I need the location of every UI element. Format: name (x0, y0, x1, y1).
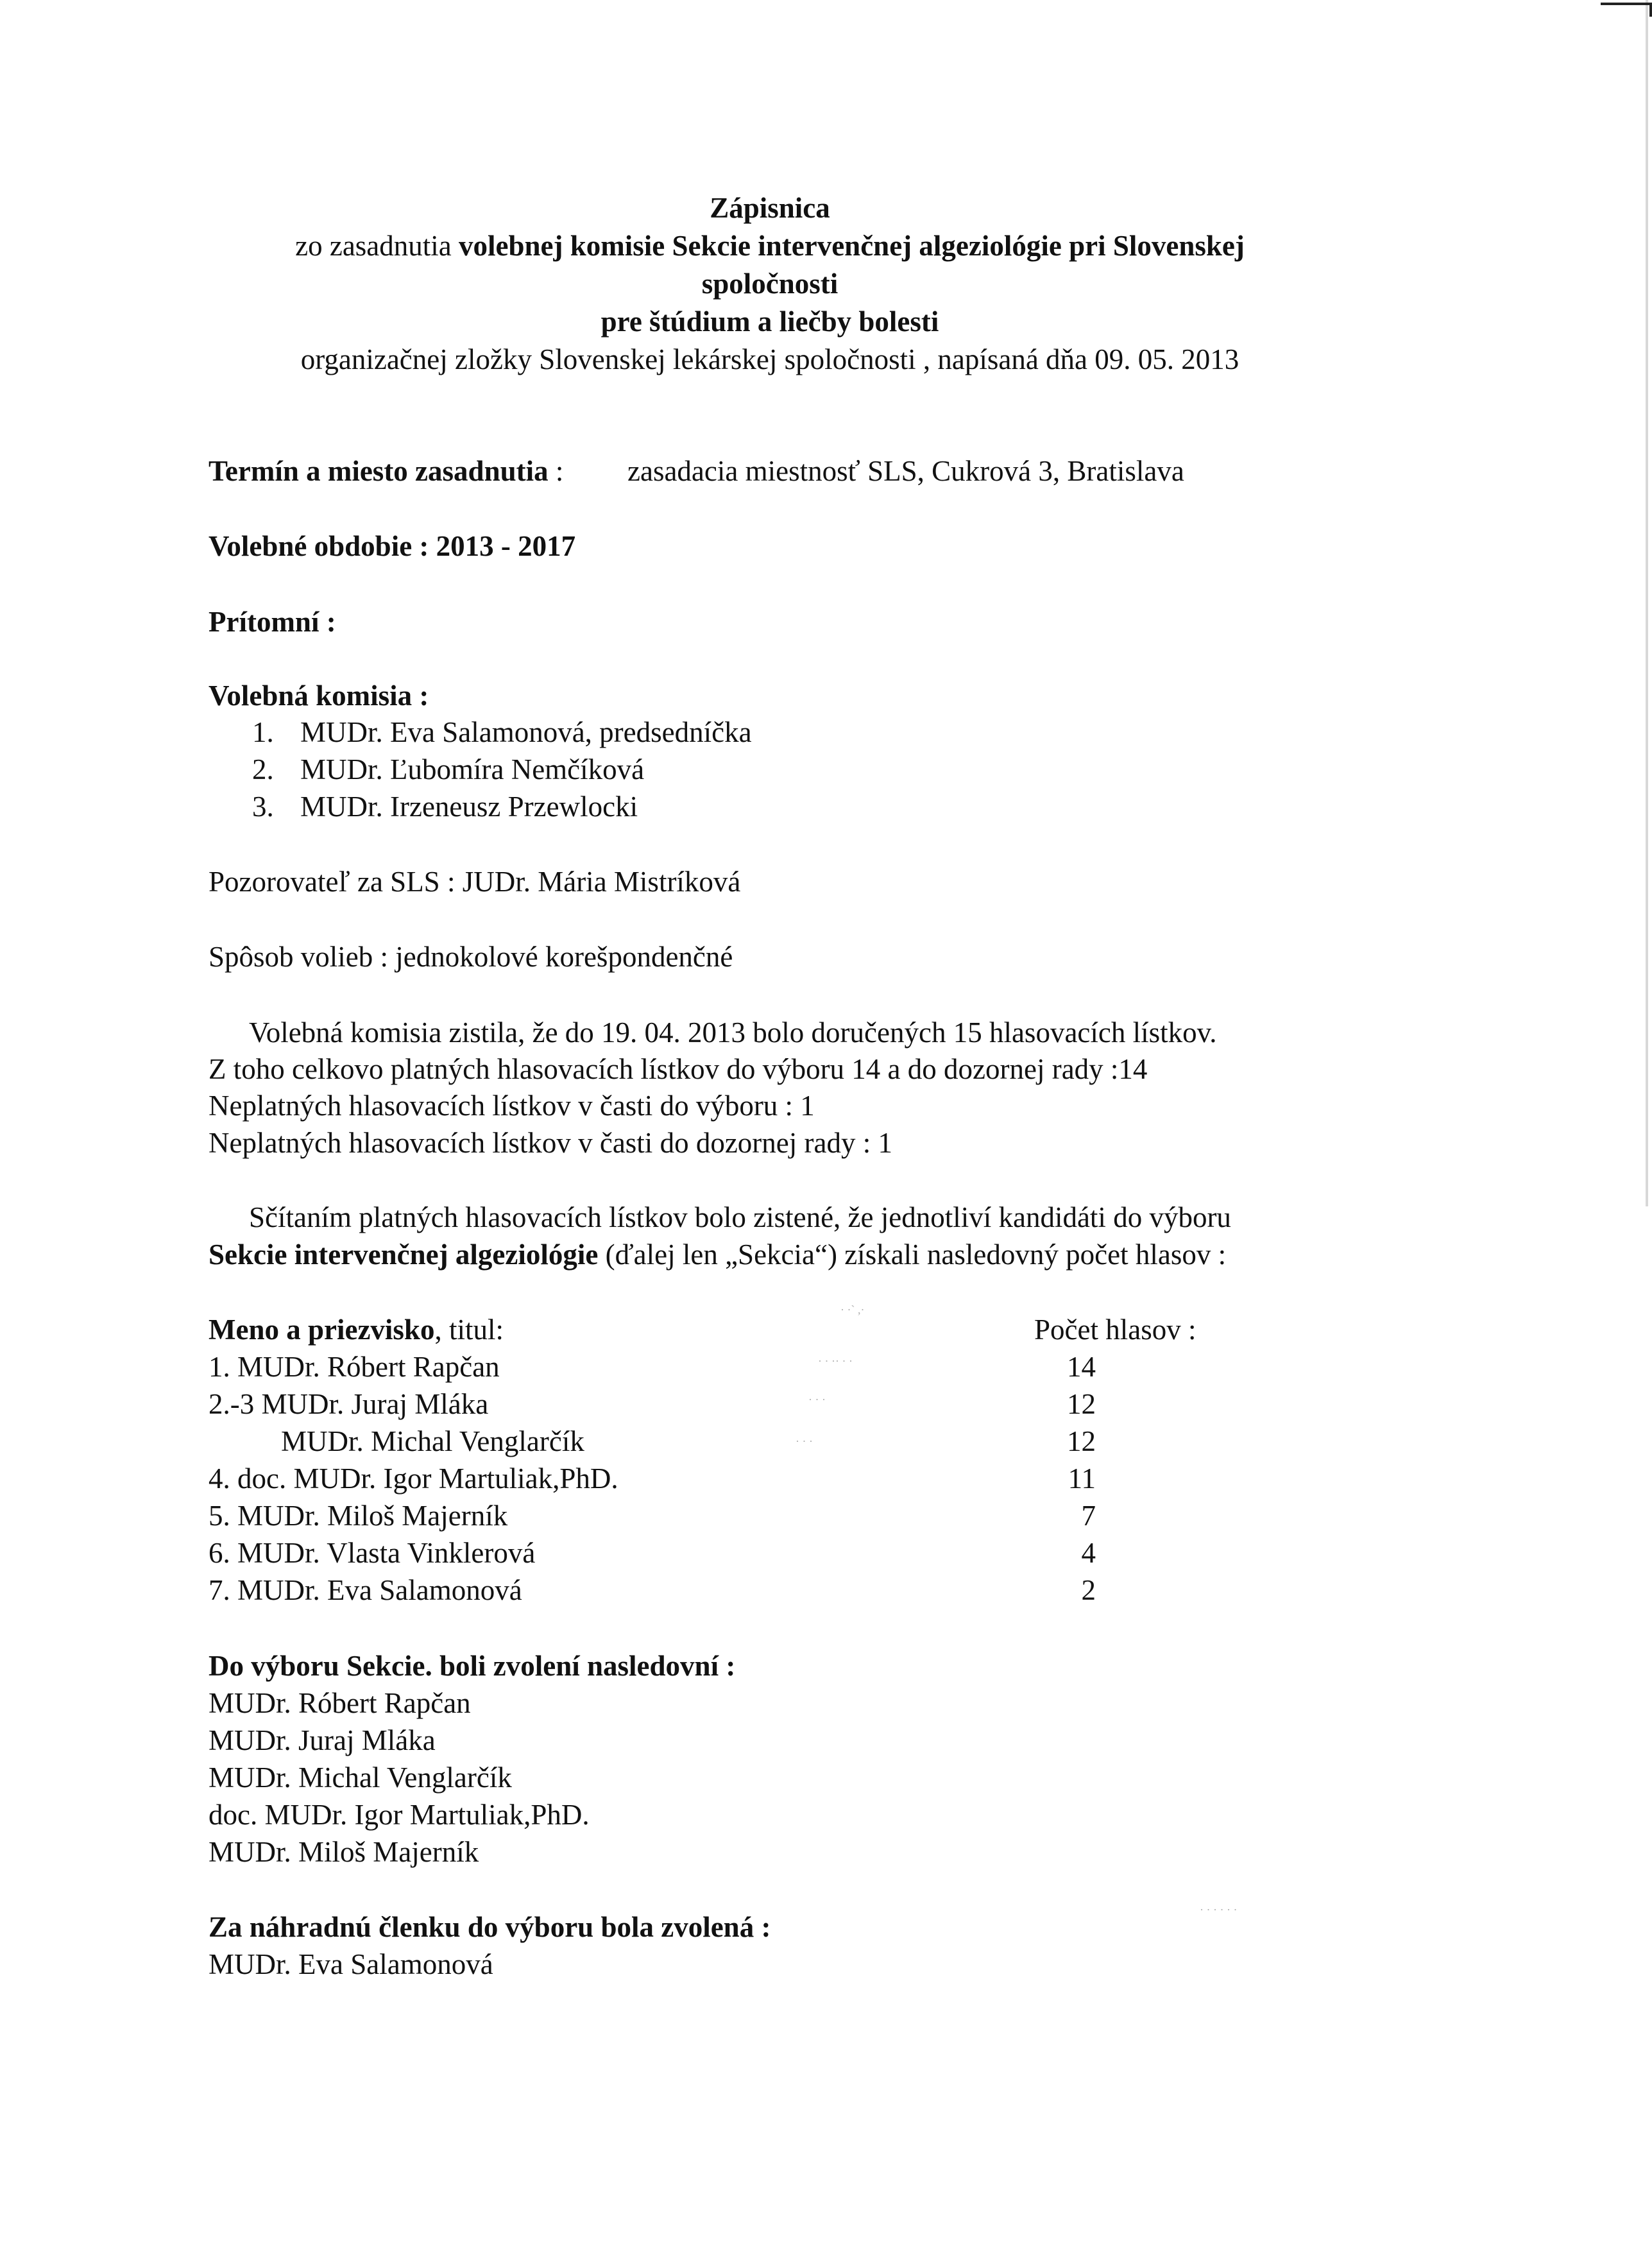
elected-label: Do výboru Sekcie. boli zvolení nasledovní : (209, 1650, 736, 1682)
results-header-name (209, 1311, 504, 1349)
elected-member-3: MUDr. Michal Venglarčík (209, 1761, 512, 1794)
elected-member-4: doc. MUDr. Igor Martuliak,PhD. (209, 1799, 590, 1831)
findings-line-3: Neplatných hlasovacích lístkov v časti do výboru : 1 (209, 1090, 815, 1122)
findings-line-2: Z toho celkovo platných hlasovacích lístkov do výboru 14 a do dozornej rady :14 (209, 1053, 1148, 1085)
meeting-place-value: zasadacia miestnosť SLS, Cukrová 3, Bratislava (627, 455, 1184, 487)
header-line-2 (192, 227, 1347, 265)
header-line-4: pre štúdium a liečby bolesti (600, 305, 939, 338)
scan-speck: · · ·· · · (818, 1355, 853, 1367)
observer-line: Pozorovateľ za SLS : JUDr. Mária Mistríková (209, 866, 741, 898)
elected-member-2: MUDr. Juraj Mláka (209, 1724, 436, 1756)
committee-member-3-num: 3. (252, 791, 274, 823)
document-header (192, 189, 1347, 379)
counting-section-name: Sekcie intervenčnej algeziológie (209, 1238, 599, 1271)
committee-member-1-name: MUDr. Eva Salamonová, predsedníčka (300, 716, 752, 748)
meeting-place-sep: : (548, 455, 564, 487)
result-row-6-name: 6. MUDr. Vlasta Vinklerová (209, 1537, 536, 1569)
scan-speck: · · · · · · (1200, 1903, 1238, 1916)
result-row-4-name: 4. doc. MUDr. Igor Martuliak,PhD. (209, 1462, 618, 1495)
result-row-2-name: 2.-3 MUDr. Juraj Mláka (209, 1388, 489, 1420)
result-row-1-name: 1. MUDr. Róbert Rapčan (209, 1351, 500, 1383)
scan-edge-shadow (1646, 0, 1648, 1206)
result-row-7-votes: 2 (1081, 1574, 1096, 1606)
present-label: Prítomní : (209, 606, 336, 638)
scan-speck: · · · (796, 1435, 813, 1448)
committee-label: Volebná komisia : (209, 680, 429, 712)
election-method: Spôsob volieb : jednokolové korešpondenčné (209, 941, 733, 973)
committee-member-2-num: 2. (252, 753, 274, 785)
elected-member-1: MUDr. Róbert Rapčan (209, 1687, 471, 1719)
results-header-name-rest: , titul: (434, 1314, 504, 1346)
result-row-3-votes: 12 (1067, 1425, 1096, 1457)
result-row-5-votes: 7 (1081, 1500, 1096, 1532)
result-row-6-votes: 4 (1081, 1537, 1096, 1569)
scan-speck: · · · (808, 1393, 826, 1406)
substitute-label: Za náhradnú členku do výboru bola zvolená : (209, 1911, 771, 1943)
scan-corner-mark (1601, 3, 1652, 5)
scan-corner-tick (1649, 3, 1652, 17)
header-line-5: organizačnej zložky Slovenskej lekárskej spoločnosti , napísaná dňa 09. 05. 2013 (300, 343, 1239, 375)
counting-line-2 (209, 1236, 1226, 1274)
committee-member-1-num: 1. (252, 716, 274, 748)
header-line-3: spoločnosti (701, 268, 839, 300)
result-row-7-name: 7. MUDr. Eva Salamonová (209, 1574, 522, 1606)
counting-line-1: Sčítaním platných hlasovacích lístkov bolo zistené, že jednotliví kandidáti do výboru (249, 1201, 1231, 1233)
elected-member-5: MUDr. Miloš Majerník (209, 1836, 479, 1868)
header-line-2-bold: volebnej komisie Sekcie intervenčnej algeziológie pri Slovenskej (459, 230, 1245, 262)
result-row-5-name: 5. MUDr. Miloš Majerník (209, 1500, 508, 1532)
committee-member-3-name: MUDr. Irzeneusz Przewlocki (300, 791, 638, 823)
document-title: Zápisnica (710, 192, 830, 224)
findings-line-4: Neplatných hlasovacích lístkov v časti do dozornej rady : 1 (209, 1127, 892, 1159)
result-row-1-votes: 14 (1067, 1351, 1096, 1383)
scan-speck: · ·` ,· (840, 1303, 865, 1316)
election-period: Volebné obdobie : 2013 - 2017 (209, 530, 576, 562)
results-header-votes: Počet hlasov : (1034, 1314, 1196, 1346)
counting-line-2-rest: (ďalej len „Sekcia“) získali nasledovný počet hlasov : (598, 1238, 1227, 1271)
meeting-place (209, 452, 563, 490)
committee-member-2-name: MUDr. Ľubomíra Nemčíková (300, 753, 645, 785)
substitute-name: MUDr. Eva Salamonová (209, 1948, 493, 1980)
result-row-2-votes: 12 (1067, 1388, 1096, 1420)
result-row-4-votes: 11 (1068, 1462, 1096, 1495)
meeting-place-label: Termín a miesto zasadnutia (209, 455, 549, 487)
results-header-name-bold: Meno a priezvisko (209, 1314, 435, 1346)
result-row-3-name: MUDr. Michal Venglarčík (281, 1425, 584, 1457)
header-line-2-prefix: zo zasadnutia (295, 230, 459, 262)
findings-line-1: Volebná komisia zistila, že do 19. 04. 2013 bolo doručených 15 hlasovacích lístkov. (249, 1016, 1217, 1049)
